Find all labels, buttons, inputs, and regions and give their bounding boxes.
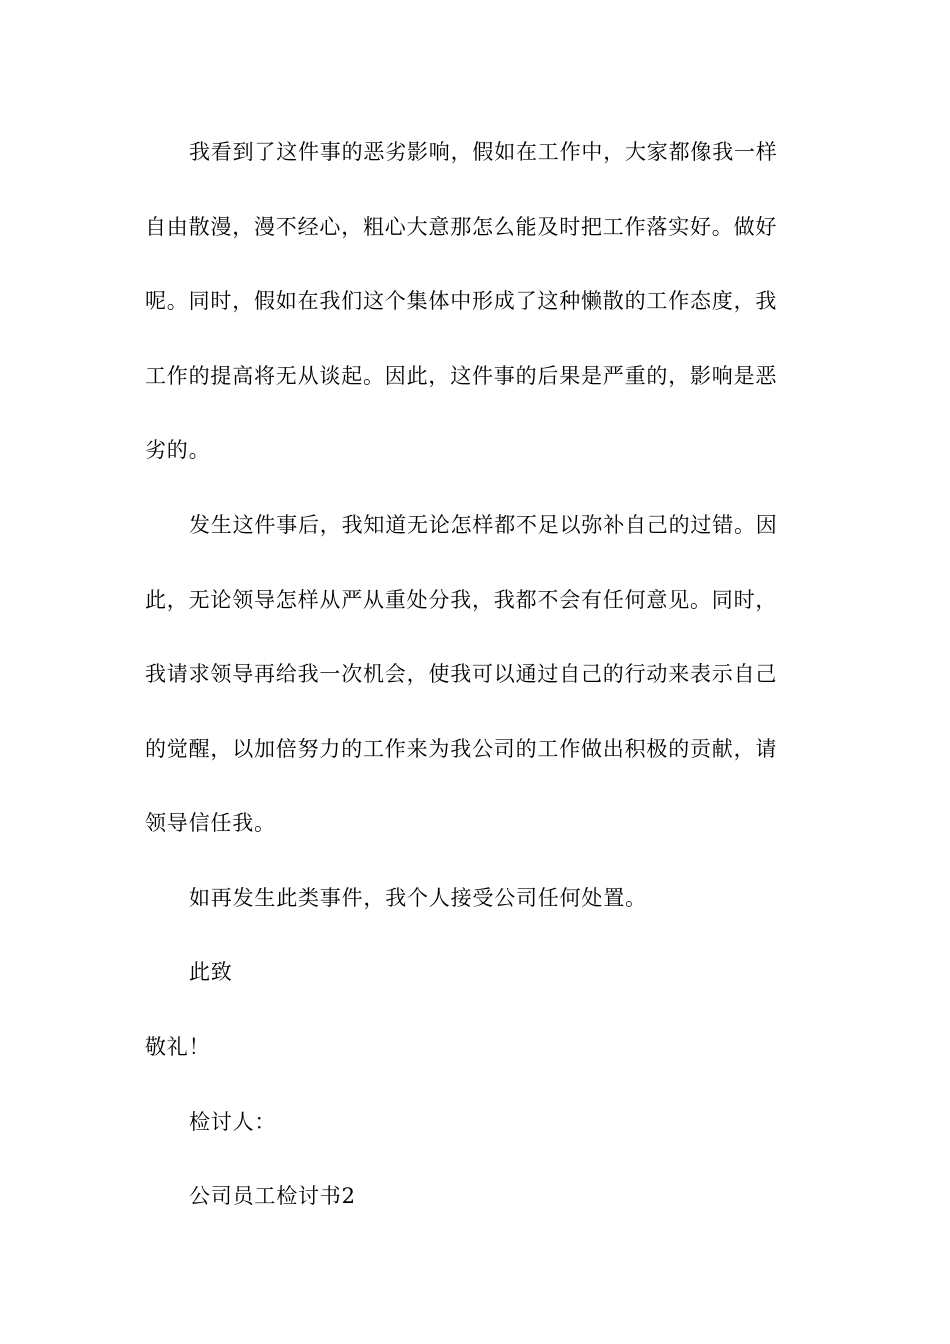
section-title bbox=[145, 1159, 809, 1234]
paragraph-line: 此，无论领导怎样从严从重处分我，我都不会有任何意见。同时， bbox=[145, 587, 778, 612]
signature-text: 检讨人： bbox=[189, 1110, 277, 1134]
paragraph-line: 工作的提高将无从谈起。因此，这件事的后果是严重的，影响是恶 bbox=[145, 363, 778, 388]
closing-regards bbox=[145, 1010, 809, 1085]
paragraph-line: 如再发生此类事件，我个人接受公司任何处置。 bbox=[189, 886, 647, 910]
paragraph-line: 我看到了这件事的恶劣影响，假如在工作中，大家都像我一样 bbox=[189, 140, 778, 164]
paragraph-line: 发生这件事后，我知道无论怎样都不足以弥补自己的过错。因 bbox=[189, 513, 778, 537]
paragraph-commitment bbox=[145, 861, 809, 936]
paragraph-line: 领导信任我。 bbox=[145, 811, 276, 835]
paragraph-consequences bbox=[145, 115, 809, 488]
closing-line: 此致 bbox=[189, 960, 233, 984]
paragraph-line: 呢。同时，假如在我们这个集体中形成了这种懒散的工作态度，我 bbox=[145, 289, 778, 313]
paragraph-line: 劣的。 bbox=[145, 438, 211, 462]
section-title-text: 公司员工检讨书2 bbox=[189, 1184, 356, 1208]
paragraph-line: 自由散漫，漫不经心，粗心大意那怎么能及时把工作落实好。做好 bbox=[145, 214, 778, 239]
paragraph-request bbox=[145, 488, 809, 861]
signature-label bbox=[145, 1085, 809, 1160]
closing-line: 敬礼！ bbox=[145, 1035, 211, 1059]
closing-salutation bbox=[145, 935, 809, 1010]
paragraph-line: 的觉醒，以加倍努力的工作来为我公司的工作做出积极的贡献，请 bbox=[145, 736, 778, 761]
paragraph-line: 我请求领导再给我一次机会，使我可以通过自己的行动来表示自己 bbox=[145, 662, 778, 686]
